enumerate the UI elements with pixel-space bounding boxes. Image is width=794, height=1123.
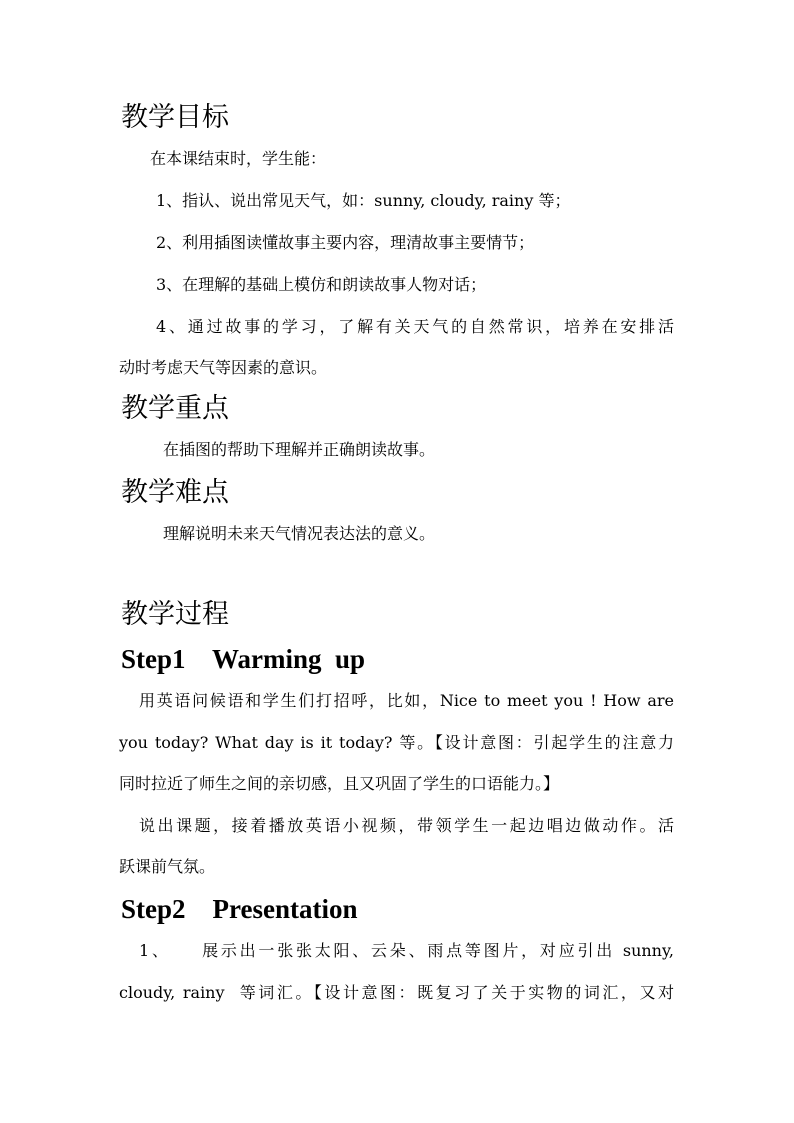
- key-points-text: 在插图的帮助下理解并正确朗读故事。: [163, 440, 436, 459]
- step1-line-1: 用英语问候语和学生们打招呼，比如，Nice to meet you ! How are: [139, 691, 674, 710]
- objective-item-4-continued: 动时考虑天气等因素的意识。: [119, 358, 328, 377]
- objective-item-3: 3、在理解的基础上模仿和朗读故事人物对话；: [156, 275, 487, 294]
- objectives-heading: 教学目标: [121, 102, 229, 133]
- difficulties-text: 理解说明未来天气情况表达法的意义。: [163, 524, 436, 543]
- key-points-heading: 教学重点: [121, 393, 229, 424]
- step1-line-2: you today? What day is it today? 等。【设计意图：引起学生的注意力: [119, 733, 674, 752]
- step1-title: Step1 Warming up: [121, 644, 366, 674]
- step1-line-5: 跃课前气氛。: [119, 857, 216, 876]
- objective-item-4: 4、通过故事的学习，了解有关天气的自然常识，培养在安排活: [156, 317, 674, 336]
- step2-title: Step2 Presentation: [121, 894, 358, 924]
- difficulties-heading: 教学难点: [121, 477, 229, 508]
- process-heading: 教学过程: [121, 599, 229, 630]
- step2-line-1: 1、 展示出一张张太阳、云朵、雨点等图片，对应引出 sunny,: [139, 941, 674, 960]
- step2-line-2: cloudy, rainy 等词汇。【设计意图：既复习了关于实物的词汇，又对: [119, 983, 674, 1002]
- step1-line-3: 同时拉近了师生之间的亲切感，且又巩固了学生的口语能力。】: [119, 774, 560, 793]
- objective-item-2: 2、利用插图读懂故事主要内容，理清故事主要情节；: [156, 233, 535, 252]
- objectives-intro: 在本课结束时，学生能：: [150, 149, 327, 168]
- step1-line-4: 说出课题，接着播放英语小视频，带领学生一起边唱边做动作。活: [139, 816, 674, 835]
- objective-item-1: 1、指认、说出常见天气，如：sunny, cloudy, rainy 等；: [156, 191, 571, 210]
